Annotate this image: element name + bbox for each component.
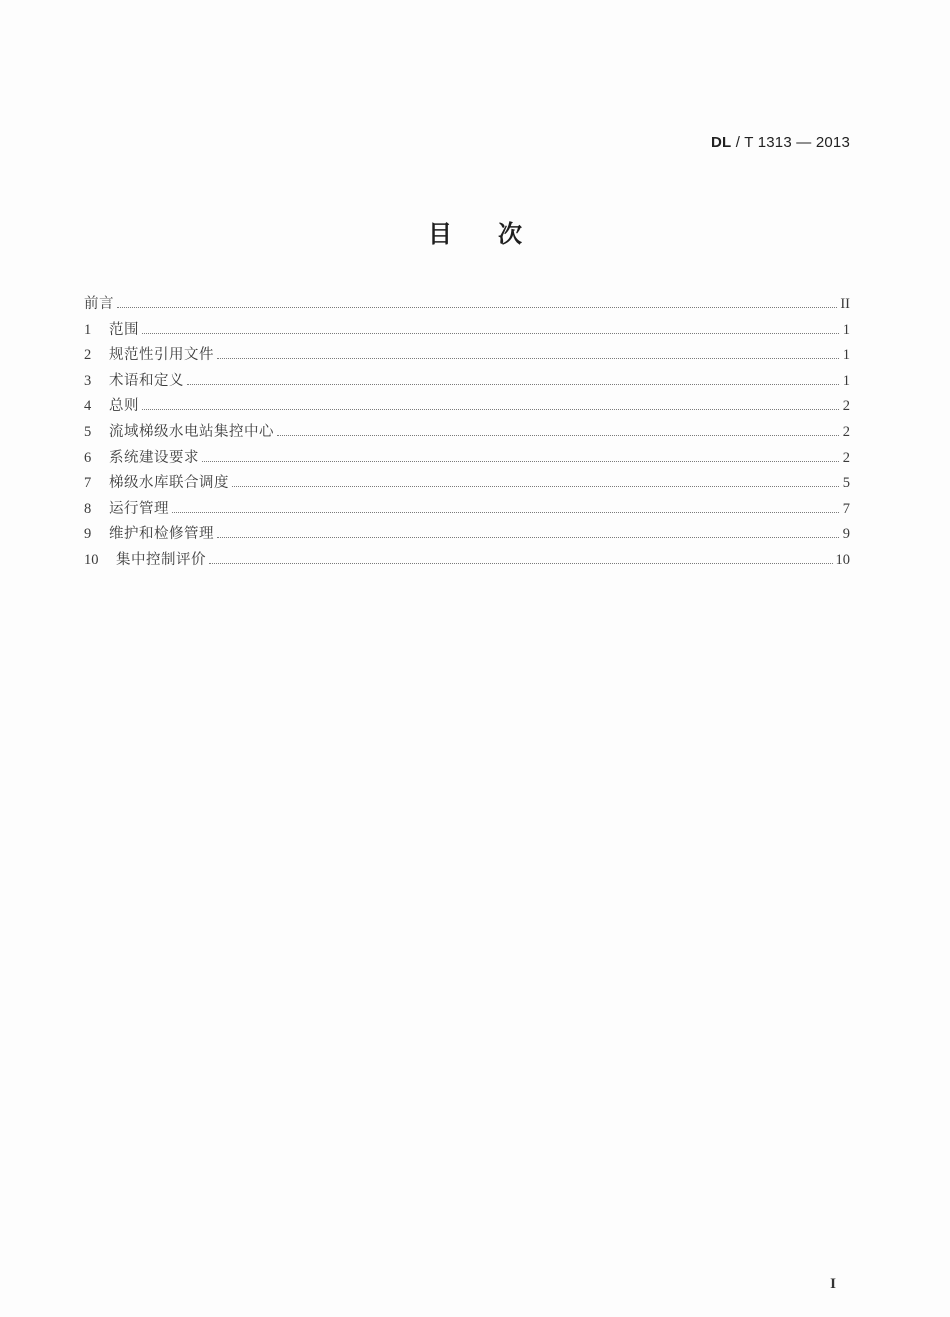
toc-leader-dots (117, 306, 837, 308)
toc-entry-10[interactable] (84, 548, 850, 574)
standard-code (711, 134, 850, 151)
standard-prefix: DL (711, 134, 732, 151)
toc-entry-page: II (840, 296, 850, 312)
toc-entry-1[interactable] (84, 318, 850, 344)
toc-entry-number: 1 (84, 321, 92, 338)
toc-entry-7[interactable] (84, 471, 850, 497)
page-number: I (830, 1276, 836, 1292)
toc-entry-label: 前言 (84, 296, 114, 312)
toc-entry-number: 5 (84, 423, 92, 440)
toc-leader-dots (232, 485, 839, 487)
toc-entry-number: 8 (84, 500, 92, 517)
toc-entry-page: 5 (842, 475, 850, 492)
toc-leader-dots (209, 562, 833, 564)
toc-entry-number: 3 (84, 372, 92, 389)
toc-entry-label: 范围 (109, 321, 139, 338)
toc-leader-dots (217, 357, 839, 359)
toc-leader-dots (142, 332, 839, 334)
toc-leader-dots (142, 408, 839, 410)
toc-entry-number: 10 (84, 551, 99, 568)
toc-entry-page: 9 (842, 526, 850, 543)
toc-entry-8[interactable] (84, 497, 850, 523)
toc-leader-dots (172, 511, 839, 513)
toc-entry-page: 1 (842, 321, 850, 338)
toc-entry-label: 术语和定义 (109, 372, 184, 389)
toc-entry-9[interactable] (84, 522, 850, 548)
toc-entry-label: 运行管理 (109, 500, 169, 517)
toc-leader-dots (202, 460, 839, 462)
toc-entry-label: 集中控制评价 (116, 551, 206, 568)
page-title: 目次 (428, 220, 568, 248)
toc-entry-5[interactable] (84, 420, 850, 446)
toc-entry-number: 6 (84, 449, 92, 466)
toc-leader-dots (277, 434, 839, 436)
toc-entry-label: 梯级水库联合调度 (109, 475, 229, 492)
toc-leader-dots (217, 536, 839, 538)
toc-entry-2[interactable] (84, 343, 850, 369)
toc-entry-page: 10 (835, 551, 850, 568)
toc-entry-label: 维护和检修管理 (109, 526, 214, 543)
toc-entry-label: 总则 (109, 398, 139, 415)
toc-entry-number: 4 (84, 398, 92, 415)
toc-entry-page: 7 (842, 500, 850, 517)
toc-entry-number: 9 (84, 526, 92, 543)
toc-entry-page: 2 (842, 423, 850, 440)
toc-entry-number: 7 (84, 475, 92, 492)
standard-number: / T 1313 — 2013 (731, 134, 850, 151)
toc-entry-page: 2 (842, 398, 850, 415)
toc-entry-6[interactable] (84, 446, 850, 472)
toc-entry-label: 系统建设要求 (109, 449, 199, 466)
toc-entry-label: 规范性引用文件 (109, 347, 214, 364)
toc-entry-foreword[interactable] (84, 292, 850, 318)
toc-entry-label: 流域梯级水电站集控中心 (109, 423, 274, 440)
toc-entry-number: 2 (84, 347, 92, 364)
toc-entry-page: 2 (842, 449, 850, 466)
toc-entry-3[interactable] (84, 369, 850, 395)
toc-entry-page: 1 (842, 372, 850, 389)
toc-entry-page: 1 (842, 347, 850, 364)
toc-entry-4[interactable] (84, 394, 850, 420)
table-of-contents (84, 292, 850, 574)
toc-leader-dots (187, 383, 839, 385)
